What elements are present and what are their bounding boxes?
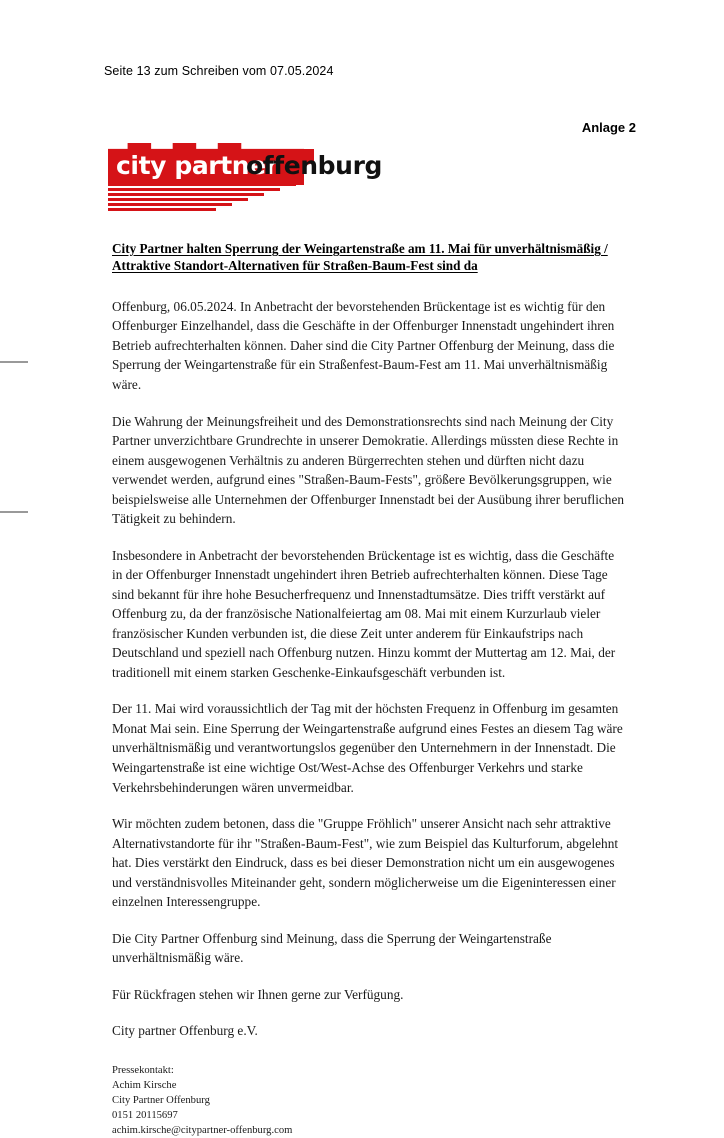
body-paragraph: Der 11. Mai wird voraussichtlich der Tag mit der höchsten Frequenz in Offenburg im gesamten Monat Mai sein. Eine Sperrung der Weingartenstraße aufgrund eines Festes an diesem Tag wäre unverhältnismäßig und verantwortungslos gegenüber den Unternehmern in der Innenstadt. Die Weingartenstraße ist eine wichtige Ost/West-Achse des Offenburger Verkehrs und starke Verkehrsbehinderungen wären unvermeidbar. (112, 701, 623, 795)
logo-wordmark-offenburg: offenburg (246, 151, 382, 180)
contact-name: Achim Kirsche (112, 1079, 177, 1091)
body-paragraph: Für Rückfragen stehen wir Ihnen gerne zur Verfügung. (112, 986, 404, 1002)
logo-stripe-group (108, 183, 304, 213)
margin-mark-lower (0, 511, 28, 513)
body-paragraph: Offenburg, 06.05.2024. In Anbetracht der bevorstehenden Brückentage ist es wichtig für den Offenburger Einzelhandel, dass die Geschäfte in der Offenburger Innenstadt ungehindert ihren Betrieb aufrechterhalten können. Daher sind die City Partner Offenburg der Meinung, dass die Sperrung der Weingartenstraße für ein Straßenfest-Baum-Fest am 11. Mai unverhältnismäßig wäre. (112, 298, 615, 392)
document-body (112, 240, 624, 1138)
margin-mark-upper (0, 361, 28, 363)
page-header-line: Seite 13 zum Schreiben vom 07.05.2024 (104, 64, 334, 78)
press-contact-block (112, 1063, 624, 1138)
logo-wordmark-city-partner: city partner (116, 151, 278, 180)
logo-stripe (108, 203, 232, 206)
contact-label: Pressekontakt: (112, 1064, 174, 1076)
logo-stripe (108, 208, 216, 211)
attachment-label: Anlage 2 (581, 120, 636, 135)
contact-email: achim.kirsche@citypartner-offenburg.com (112, 1124, 293, 1136)
logo-stripe (108, 188, 280, 191)
body-paragraph: Die Wahrung der Meinungsfreiheit und des Demonstrationsrechts sind nach Meinung der City Partner unverzichtbare Grundrechte in unserer Demokratie. Allerdings müssten diese Rechte in einem ausgewogenen Verhältnis zu anderen Bürgerrechten stehen und dürften nicht dazu verwendet werden, aufgrund eines "Straßen-Baum-Fests", größere Bevölkerungsgruppen, wie beispielsweise alle Unternehmen der Offenburger Innenstadt bei der Ausübung ihrer beruflichen Tätigkeit zu behindern. (112, 413, 625, 527)
city-partner-offenburg-logo (108, 143, 382, 215)
headline-line-2: Attraktive Standort-Alternativen für Straßen-Baum-Fest sind da (112, 258, 478, 274)
logo-stripe (108, 183, 296, 186)
body-paragraph: Insbesondere in Anbetracht der bevorstehenden Brückentage ist es wichtig, dass die Geschäfte in der Offenburger Innenstadt ungehindert ihren Betrieb aufrechterhalten können. Diese Tage sind bekannt für ihre hohe Besucherfrequenz und Innenstadtumsätze. Dies trifft verstärkt auf Offenburg zu, da der französische Nationalfeiertag am 08. Mai mit einem Kurzurlaub vieler französischer Kunden verbunden ist, die diese Zeit unter anderem für Einkaufstrips nach Deutschland und speziell nach Offenburg nutzen. Hinzu kommt der Muttertag am 12. Mai, der traditionell mit einem starken Geschenke-Einkaufsgeschäft verbunden ist. (112, 547, 616, 680)
logo-stripe (108, 193, 264, 196)
signature-line: City partner Offenburg e.V. (112, 1023, 258, 1039)
press-release-headline (112, 240, 624, 275)
body-paragraph: Die City Partner Offenburg sind Meinung, dass die Sperrung der Weingartenstraße unverhältnismäßig wäre. (112, 930, 552, 966)
contact-phone: 0151 20115697 (112, 1109, 178, 1121)
logo-stripe (108, 198, 248, 201)
body-paragraph: Wir möchten zudem betonen, dass die "Gruppe Fröhlich" unserer Ansicht nach sehr attraktive Alternativstandorte für ihr "Straßen-Baum-Fest", wie zum Beispiel das Kulturforum, abgelehnt hat. Dies verstärkt den Eindruck, dass es bei dieser Demonstration nicht um ein ausgewogenes und verständnisvolles Miteinander geht, sondern möglicherweise um die Eigeninteressen einer einzelnen Interessengruppe. (112, 816, 619, 910)
contact-organization: City Partner Offenburg (112, 1094, 210, 1106)
headline-line-1: City Partner halten Sperrung der Weingartenstraße am 11. Mai für unverhältnismäßig / (112, 241, 608, 256)
